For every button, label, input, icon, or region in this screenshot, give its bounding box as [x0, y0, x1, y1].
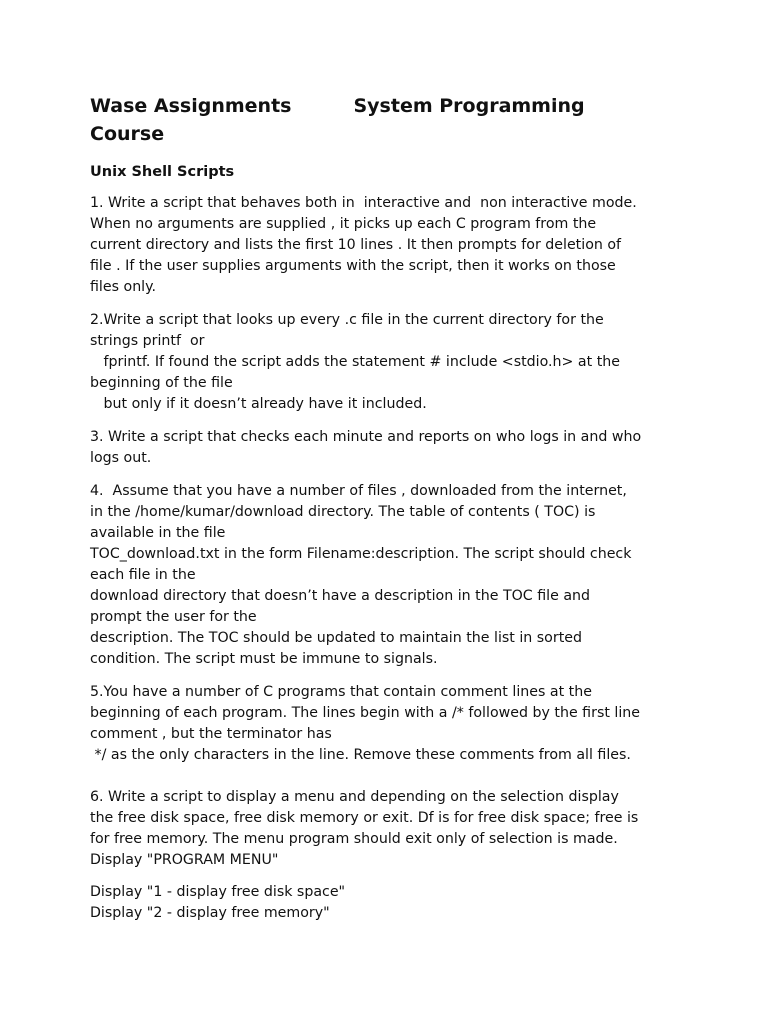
assignment-paragraph	[90, 193, 690, 298]
paragraph-line: strings printf or	[90, 333, 205, 349]
paragraph-line: available in the file	[90, 525, 226, 541]
paragraph-line: the free disk space, free disk memory or exit. Df is for free disk space; free is	[90, 810, 639, 826]
assignment-paragraph	[90, 310, 690, 415]
paragraph-line: condition. The script must be immune to signals.	[90, 651, 438, 667]
paragraph-line: for free memory. The menu program should exit only of selection is made.	[90, 831, 618, 847]
paragraph-line: in the /home/kumar/download directory. The table of contents ( TOC) is	[90, 504, 596, 520]
paragraph-line: 3. Write a script that checks each minute and reports on who logs in and who	[90, 429, 642, 445]
title-left: Wase Assignments	[90, 95, 292, 117]
paragraph-line: each file in the	[90, 567, 196, 583]
document-title	[90, 92, 690, 120]
document-title-line2: Course	[90, 123, 165, 145]
paragraph-line: file . If the user supplies arguments with the script, then it works on those	[90, 258, 616, 274]
assignment-paragraph	[90, 787, 690, 871]
paragraph-line: fprintf. If found the script adds the statement # include <stdio.h> at the	[90, 354, 620, 370]
section-heading: Unix Shell Scripts	[90, 164, 235, 180]
paragraph-line: download directory that doesn’t have a description in the TOC file and	[90, 588, 591, 604]
paragraph-line: logs out.	[90, 450, 152, 466]
assignment-list	[90, 193, 690, 924]
paragraph-line: */ as the only characters in the line. Remove these comments from all files.	[90, 747, 631, 763]
paragraph-line: Display "PROGRAM MENU"	[90, 852, 279, 868]
paragraph-line: files only.	[90, 279, 157, 295]
paragraph-line: but only if it doesn’t already have it included.	[90, 396, 427, 412]
paragraph-line: 2.Write a script that looks up every .c file in the current directory for the	[90, 312, 604, 328]
paragraph-line: Display "2 - display free memory"	[90, 905, 330, 921]
paragraph-line: TOC_download.txt in the form Filename:description. The script should check	[90, 546, 632, 562]
paragraph-line: beginning of each program. The lines begin with a /* followed by the first line	[90, 705, 641, 721]
paragraph-line: 6. Write a script to display a menu and depending on the selection display	[90, 789, 619, 805]
paragraph-line: description. The TOC should be updated to maintain the list in sorted	[90, 630, 582, 646]
paragraph-line: Display "1 - display free disk space"	[90, 884, 346, 900]
assignment-paragraph	[90, 682, 690, 766]
paragraph-line: 4. Assume that you have a number of files , downloaded from the internet,	[90, 483, 627, 499]
paragraph-line: 1. Write a script that behaves both in interactive and non interactive mode.	[90, 195, 637, 211]
paragraph-line: 5.You have a number of C programs that contain comment lines at the	[90, 684, 592, 700]
paragraph-line: beginning of the file	[90, 375, 233, 391]
paragraph-line: When no arguments are supplied , it picks up each C program from the	[90, 216, 597, 232]
document-page	[90, 92, 690, 924]
paragraph-line: comment , but the terminator has	[90, 726, 332, 742]
paragraph-line: prompt the user for the	[90, 609, 257, 625]
assignment-paragraph	[90, 427, 690, 469]
assignment-paragraph	[90, 481, 690, 670]
assignment-paragraph	[90, 882, 690, 924]
title-right: System Programming	[353, 95, 585, 117]
paragraph-line: current directory and lists the first 10 lines . It then prompts for deletion of	[90, 237, 622, 253]
